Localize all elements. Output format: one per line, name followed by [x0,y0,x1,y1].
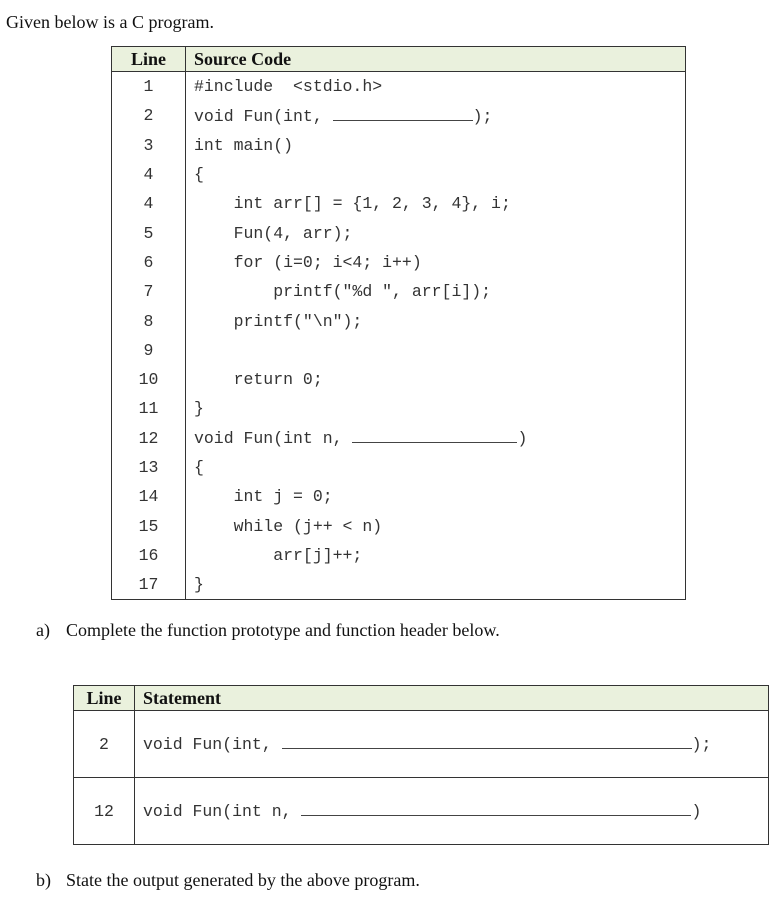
code-text-before: } [194,399,204,419]
line-number: 9 [112,336,186,365]
code-text-before: for (i=0; i<4; i++) [194,252,422,272]
code-row [112,277,686,306]
code-text [186,189,686,218]
line-number: 11 [112,394,186,423]
code-text-after: ) [691,802,702,821]
fill-in-blank [333,106,473,121]
question-b [36,870,420,891]
question-a [36,620,500,641]
statement-row [74,711,769,778]
code-text [186,511,686,540]
answer-blank [301,801,691,816]
line-number: 7 [112,277,186,306]
code-text [135,711,769,778]
code-text [186,394,686,423]
line-number: 8 [112,306,186,335]
code-row [112,189,686,218]
code-row [112,160,686,189]
intro-text: Given below is a C program. [6,12,214,32]
code-text-before: return 0; [194,370,323,390]
code-text-before: } [194,575,204,595]
code-row [112,424,686,453]
source-code-table [111,46,686,600]
code-text-after: ) [517,429,528,449]
code-text-before: int arr[] = {1, 2, 3, 4}, i; [194,194,511,214]
line-number: 12 [74,778,135,845]
code-row [112,131,686,160]
question-b-label: b) [36,870,51,890]
code-row [112,453,686,482]
code-text-before: Fun(4, arr); [194,223,353,243]
line-number: 10 [112,365,186,394]
line-number: 2 [74,711,135,778]
code-text [186,541,686,570]
code-row [112,511,686,540]
code-row [112,248,686,277]
code-text-before: void Fun(int n, [143,802,302,821]
code-text [186,365,686,394]
code-text-before: int j = 0; [194,487,333,507]
code-text [186,336,686,365]
code-text-before: { [194,458,204,477]
code-text [186,72,686,102]
code-row [112,570,686,600]
line-number: 4 [112,160,186,189]
code-row [112,72,686,102]
code-text-after: ); [691,735,712,754]
code-text-before: void Fun(int n, [194,429,353,449]
code-text [186,248,686,277]
code-text-before: { [194,165,204,185]
line-number: 5 [112,218,186,247]
line-column-header: Line [74,686,135,711]
line-number: 3 [112,131,186,160]
code-text-before: int main() [194,135,294,155]
statement-table-header [74,686,769,711]
code-text [186,131,686,160]
code-table-header [112,47,686,72]
code-text [186,101,686,130]
line-number: 14 [112,482,186,511]
code-text [186,453,686,482]
code-text [186,570,686,600]
line-number: 4 [112,189,186,218]
code-text [186,160,686,189]
answer-blank [282,734,692,749]
line-number: 12 [112,424,186,453]
code-text [186,424,686,453]
question-b-text: State the output generated by the above program. [66,870,420,890]
code-row [112,365,686,394]
code-row [112,218,686,247]
code-row [112,101,686,130]
code-row [112,306,686,335]
code-text-before: printf("%d ", arr[i]); [194,282,492,302]
code-text-after: ); [472,106,493,126]
statement-table [73,685,769,845]
code-text [186,482,686,511]
code-text-before: while (j++ < n) [194,516,383,536]
source-code-column-header: Source Code [186,47,686,72]
code-text [186,277,686,306]
code-text [135,778,769,845]
question-a-label: a) [36,620,50,640]
statement-row [74,778,769,845]
fill-in-blank [352,428,517,443]
line-number: 15 [112,511,186,540]
code-text-before: printf("\n"); [194,311,363,331]
code-text [186,218,686,247]
code-text-before: arr[j]++; [194,545,363,565]
statement-column-header: Statement [135,686,769,711]
code-row [112,394,686,423]
line-number: 6 [112,248,186,277]
question-a-text: Complete the function prototype and function header below. [66,620,500,640]
code-text [186,306,686,335]
line-number: 13 [112,453,186,482]
line-number: 17 [112,570,186,600]
code-row [112,541,686,570]
code-text-before: void Fun(int, [143,735,282,754]
code-row [112,482,686,511]
line-column-header: Line [112,47,186,72]
code-text-before: #include <stdio.h> [194,77,383,97]
code-row [112,336,686,365]
line-number: 16 [112,541,186,570]
line-number: 1 [112,72,186,102]
line-number: 2 [112,101,186,130]
code-text-before: void Fun(int, [194,106,333,126]
